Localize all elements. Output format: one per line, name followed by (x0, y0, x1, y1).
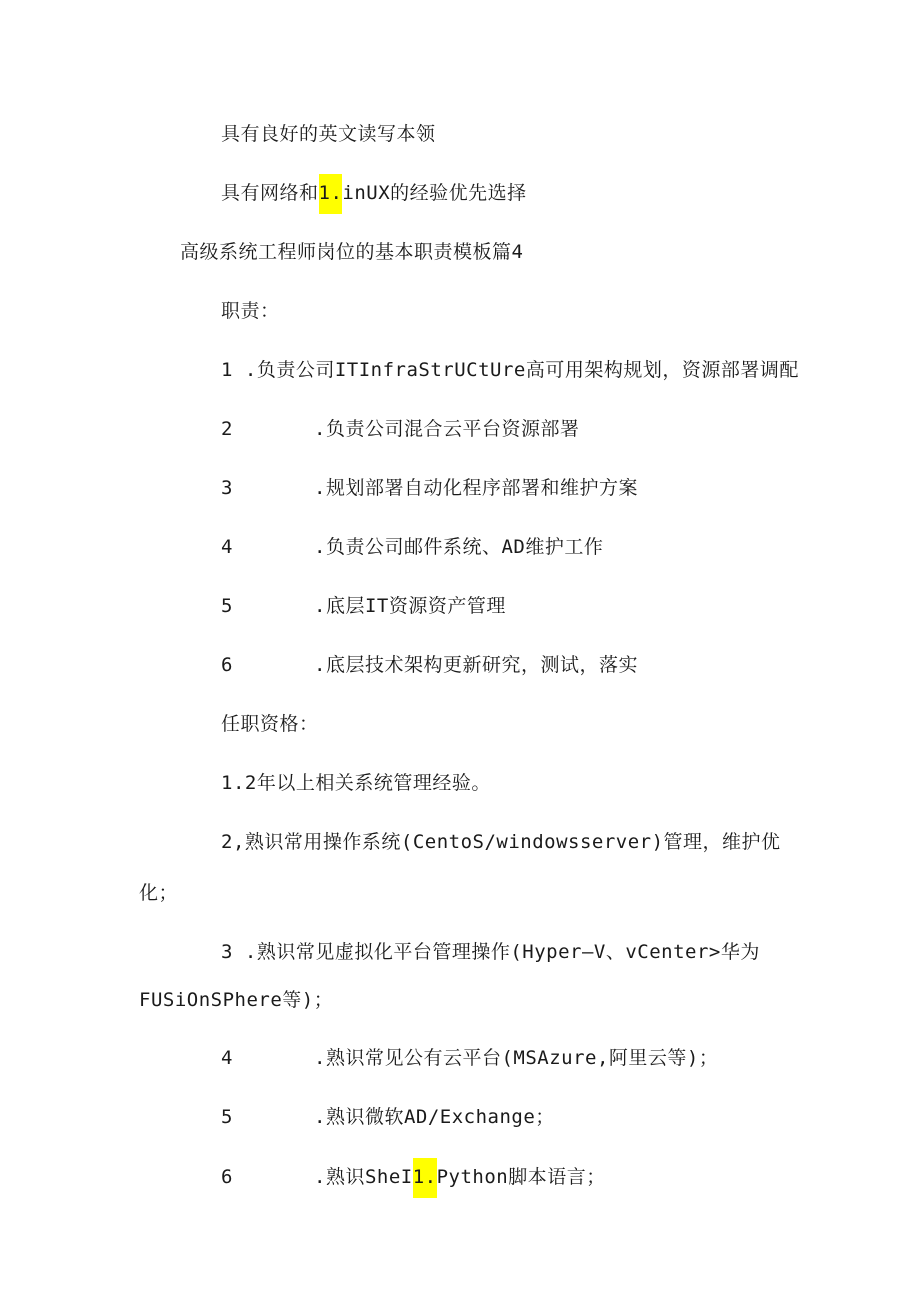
paragraph-english-skill (221, 121, 436, 147)
duty-item-4-number: 4 (221, 536, 233, 558)
requirement-item-4-text: .熟识常见公有云平台(MSAzure,阿里云等)； (314, 1047, 719, 1069)
duty-item-4 (221, 534, 604, 560)
requirement-item-4 (221, 1045, 719, 1071)
duty-item-5-number: 5 (221, 595, 233, 617)
duty-item-4-text: .负责公司邮件系统、AD维护工作 (314, 536, 604, 558)
requirement-item-3-text: 3 .熟识常见虚拟化平台管理操作(Hyper—V、vCenter>华为 (221, 941, 760, 963)
text-linux-post: inUX的经验优先选择 (342, 182, 527, 204)
duty-item-6-number: 6 (221, 654, 233, 676)
requirement-item-1 (221, 770, 491, 796)
requirements-title-text: 任职资格： (221, 713, 319, 735)
requirement-item-4-number: 4 (221, 1047, 233, 1069)
duty-item-3-number: 3 (221, 477, 233, 499)
paragraph-linux-preference (221, 180, 527, 206)
duty-item-6-text: .底层技术架构更新研究，测试，落实 (314, 654, 638, 676)
requirement-item-6-text-post: Python脚本语言； (436, 1166, 606, 1188)
duty-item-3-text: .规划部署自动化程序部署和维护方案 (314, 477, 638, 499)
requirement-item-1-text: 1.2年以上相关系统管理经验。 (221, 772, 491, 794)
requirement-item-3 (221, 939, 760, 965)
highlighted-text: 1. (319, 174, 343, 214)
requirements-title (221, 711, 319, 737)
duties-title (221, 298, 280, 324)
duty-item-1 (221, 357, 799, 383)
requirement-item-6 (221, 1164, 606, 1190)
duties-title-text: 职责： (221, 300, 280, 322)
requirement-item-2-continued-text: 化； (139, 882, 179, 904)
requirement-item-2-text: 2,熟识常用操作系统(CentoS/windowsserver)管理，维护优 (221, 831, 781, 853)
requirement-item-5-number: 5 (221, 1106, 233, 1128)
duty-item-2-number: 2 (221, 418, 233, 440)
requirement-item-2-continued (139, 880, 178, 906)
text-linux-pre: 具有网络和 (221, 182, 319, 204)
duty-item-3 (221, 475, 638, 501)
requirement-item-6-text-pre: .熟识SheI (314, 1166, 413, 1188)
section-heading (180, 239, 523, 265)
highlighted-text: 1. (413, 1158, 437, 1198)
duty-item-2-text: .负责公司混合云平台资源部署 (314, 418, 580, 440)
duty-item-5-text: .底层IT资源资产管理 (314, 595, 506, 617)
requirement-item-3-continued (139, 987, 333, 1013)
duty-item-6 (221, 652, 638, 678)
heading-text: 高级系统工程师岗位的基本职责模板篇4 (180, 241, 524, 263)
duty-item-5 (221, 593, 506, 619)
text-english-skill: 具有良好的英文读写本领 (221, 123, 436, 145)
requirement-item-5 (221, 1104, 555, 1130)
duty-item-1-text: 1 .负责公司ITInfraStrUCtUre高可用架构规划，资源部署调配 (221, 359, 799, 381)
requirement-item-5-text: .熟识微软AD/Exchange； (314, 1106, 555, 1128)
requirement-item-6-number: 6 (221, 1166, 233, 1188)
duty-item-2 (221, 416, 580, 442)
requirement-item-2 (221, 829, 781, 855)
requirement-item-3-continued-text: FUSiOnSPhere等)； (139, 989, 334, 1011)
